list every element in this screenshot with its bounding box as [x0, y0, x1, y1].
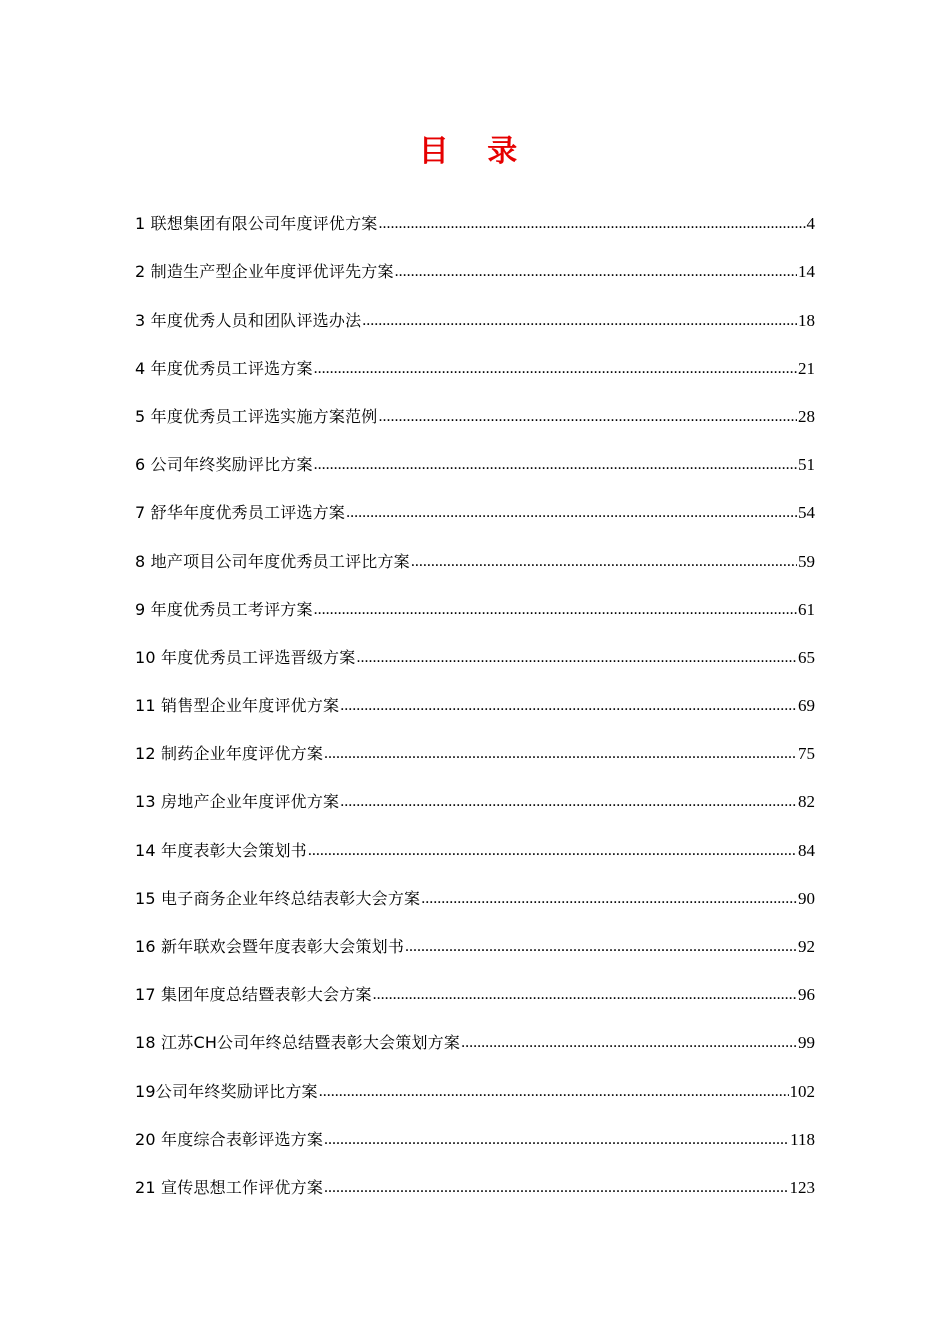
- toc-dot-leader: [340, 692, 797, 720]
- toc-page-number: 90: [798, 888, 815, 908]
- toc-dot-leader: [405, 933, 797, 961]
- toc-dot-leader: [411, 548, 797, 576]
- toc-entry-title: 2 制造生产型企业年度评优评先方案: [135, 262, 394, 282]
- toc-entry-title: 20 年度综合表彰评选方案: [135, 1129, 324, 1149]
- toc-entry-title: 7 舒华年度优秀员工评选方案: [135, 503, 346, 523]
- toc-dot-leader: [324, 740, 797, 768]
- toc-dot-leader: [314, 596, 797, 624]
- toc-dot-leader: [346, 499, 797, 527]
- toc-dot-leader: [378, 403, 797, 431]
- toc-dot-leader: [421, 885, 797, 913]
- toc-entry-title: 8 地产项目公司年度优秀员工评比方案: [135, 551, 410, 571]
- toc-dot-leader: [308, 837, 797, 865]
- toc-entry-title: 16 新年联欢会暨年度表彰大会策划书: [135, 937, 405, 956]
- toc-entry-title: 12 制药企业年度评优方案: [135, 744, 324, 764]
- toc-page-number: 65: [798, 647, 815, 667]
- toc-entry[interactable]: [135, 527, 815, 575]
- toc-page-number: 51: [798, 455, 815, 475]
- toc-entry[interactable]: [135, 1009, 815, 1057]
- toc-entry[interactable]: [135, 576, 815, 624]
- toc-entry[interactable]: [135, 624, 815, 672]
- toc-page-number: 84: [798, 840, 815, 860]
- toc-entry-title: 6 公司年终奖励评比方案: [135, 455, 313, 475]
- toc-entry-title: 21 宣传思想工作评优方案: [135, 1177, 324, 1197]
- toc-entry[interactable]: [135, 431, 815, 479]
- toc-page-number: 59: [798, 551, 815, 571]
- toc-entry-title: 18 江苏CH公司年终总结暨表彰大会策划方案: [135, 1033, 461, 1053]
- toc-entry-title: 17 集团年度总结暨表彰大会方案: [135, 985, 372, 1005]
- toc-entry[interactable]: [135, 383, 815, 431]
- toc-page-number: 123: [789, 1177, 815, 1197]
- toc-entry[interactable]: [135, 720, 815, 768]
- toc-entry-title: 13 房地产企业年度评优方案: [135, 792, 340, 812]
- toc-page-number: 102: [789, 1081, 815, 1101]
- toc-entry[interactable]: [135, 865, 815, 913]
- toc-page-number: 61: [798, 599, 815, 619]
- toc-page-number: 75: [798, 744, 815, 764]
- toc-dot-leader: [373, 981, 797, 1009]
- toc-entry[interactable]: [135, 768, 815, 816]
- toc-entry[interactable]: [135, 335, 815, 383]
- toc-entry-title: 10 年度优秀员工评选晋级方案: [135, 647, 356, 667]
- toc-page-number: 18: [798, 310, 815, 330]
- toc-entry[interactable]: [135, 913, 815, 961]
- toc-entry[interactable]: [135, 961, 815, 1009]
- toc-entry[interactable]: [135, 479, 815, 527]
- toc-dot-leader: [362, 307, 797, 335]
- toc-entry[interactable]: [135, 816, 815, 864]
- toc-dot-leader: [340, 788, 797, 816]
- toc-entry[interactable]: [135, 286, 815, 334]
- toc-dot-leader: [378, 210, 805, 238]
- toc-dot-leader: [461, 1029, 797, 1057]
- toc-entry-title: 11 销售型企业年度评优方案: [135, 696, 340, 716]
- toc-page-number: 28: [798, 406, 815, 426]
- toc-title: 目 录: [418, 134, 532, 169]
- toc-page-number: 54: [798, 503, 815, 523]
- toc-entry-title: 14 年度表彰大会策划书: [135, 840, 307, 860]
- toc-entry[interactable]: [135, 190, 815, 238]
- toc-dot-leader: [319, 1078, 789, 1106]
- toc-entry-title: 5 年度优秀员工评选实施方案范例: [135, 406, 378, 426]
- toc-dot-leader: [395, 258, 797, 286]
- toc-dot-leader: [324, 1126, 789, 1154]
- toc-entry-title: 3 年度优秀人员和团队评选办法: [135, 310, 362, 330]
- toc-page-number: 118: [790, 1129, 815, 1149]
- toc-dot-leader: [314, 451, 797, 479]
- toc-page-number: 4: [806, 214, 815, 234]
- toc-entry-title: 1 联想集团有限公司年度评优方案: [135, 214, 378, 234]
- toc-page-number: 99: [798, 1033, 815, 1053]
- toc-list: [135, 190, 815, 1202]
- toc-entry[interactable]: [135, 1057, 815, 1105]
- toc-page-number: 96: [798, 985, 815, 1005]
- toc-page-number: 69: [798, 696, 815, 716]
- toc-dot-leader: [314, 355, 797, 383]
- toc-page-number: 92: [798, 937, 815, 956]
- toc-dot-leader: [324, 1174, 788, 1202]
- toc-page-number: 14: [798, 262, 815, 282]
- toc-page-number: 82: [798, 792, 815, 812]
- toc-entry-title: 15 电子商务企业年终总结表彰大会方案: [135, 888, 421, 908]
- toc-entry-title: 9 年度优秀员工考评方案: [135, 599, 313, 619]
- toc-entry[interactable]: [135, 238, 815, 286]
- toc-dot-leader: [356, 644, 797, 672]
- toc-entry-title: 4 年度优秀员工评选方案: [135, 358, 313, 378]
- toc-entry[interactable]: [135, 1106, 815, 1154]
- toc-page-number: 21: [798, 358, 815, 378]
- toc-entry[interactable]: [135, 672, 815, 720]
- toc-entry-title: 19公司年终奖励评比方案: [135, 1081, 318, 1101]
- toc-entry[interactable]: [135, 1154, 815, 1202]
